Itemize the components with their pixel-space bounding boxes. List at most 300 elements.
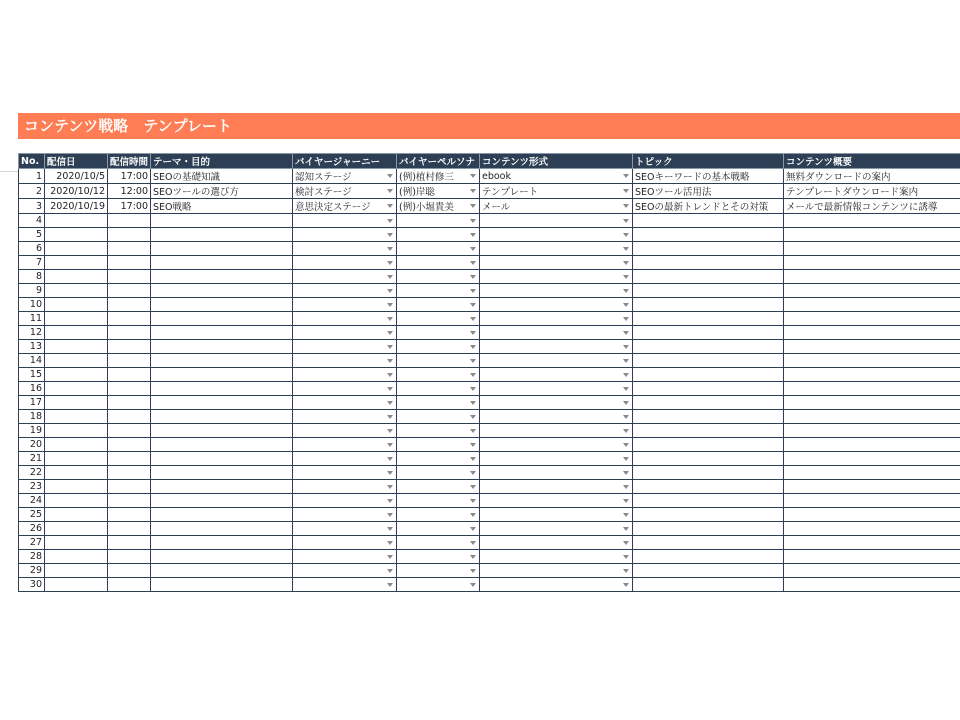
header-col-theme[interactable]: テーマ・目的 xyxy=(151,154,293,169)
row-number[interactable] xyxy=(19,228,45,242)
summary-cell[interactable] xyxy=(784,410,960,424)
summary-cell[interactable] xyxy=(784,354,960,368)
theme-cell[interactable] xyxy=(151,169,293,184)
persona-cell[interactable] xyxy=(397,396,480,410)
dropdown-arrow-icon[interactable] xyxy=(470,317,476,321)
summary-cell[interactable] xyxy=(784,214,960,228)
date-cell[interactable] xyxy=(45,578,108,592)
date-cell[interactable] xyxy=(45,452,108,466)
topic-cell[interactable] xyxy=(633,550,784,564)
dropdown-arrow-icon[interactable] xyxy=(623,174,629,178)
theme-cell[interactable] xyxy=(151,368,293,382)
time-cell[interactable] xyxy=(108,410,151,424)
header-col-topic[interactable]: トピック xyxy=(633,154,784,169)
date-cell[interactable] xyxy=(45,169,108,184)
row-number[interactable] xyxy=(19,312,45,326)
summary-cell[interactable] xyxy=(784,522,960,536)
header-col-format[interactable]: コンテンツ形式 xyxy=(480,154,633,169)
row-number[interactable] xyxy=(19,550,45,564)
journey-cell[interactable] xyxy=(293,494,397,508)
persona-cell[interactable] xyxy=(397,228,480,242)
summary-cell[interactable] xyxy=(784,480,960,494)
journey-cell[interactable] xyxy=(293,326,397,340)
dropdown-arrow-icon[interactable] xyxy=(387,233,393,237)
format-cell[interactable] xyxy=(480,508,633,522)
format-cell[interactable] xyxy=(480,522,633,536)
persona-cell[interactable] xyxy=(397,466,480,480)
dropdown-arrow-icon[interactable] xyxy=(470,513,476,517)
format-cell[interactable] xyxy=(480,550,633,564)
journey-cell[interactable] xyxy=(293,169,397,184)
dropdown-arrow-icon[interactable] xyxy=(623,219,629,223)
topic-cell[interactable] xyxy=(633,199,784,214)
dropdown-arrow-icon[interactable] xyxy=(387,583,393,587)
date-cell[interactable] xyxy=(45,184,108,199)
dropdown-arrow-icon[interactable] xyxy=(623,275,629,279)
dropdown-arrow-icon[interactable] xyxy=(470,261,476,265)
date-cell[interactable] xyxy=(45,424,108,438)
dropdown-arrow-icon[interactable] xyxy=(623,569,629,573)
date-cell[interactable] xyxy=(45,354,108,368)
time-cell[interactable] xyxy=(108,438,151,452)
journey-cell[interactable] xyxy=(293,564,397,578)
journey-cell[interactable] xyxy=(293,214,397,228)
format-cell[interactable] xyxy=(480,564,633,578)
dropdown-arrow-icon[interactable] xyxy=(623,359,629,363)
persona-cell[interactable] xyxy=(397,410,480,424)
topic-cell[interactable] xyxy=(633,480,784,494)
dropdown-arrow-icon[interactable] xyxy=(387,373,393,377)
persona-cell[interactable] xyxy=(397,184,480,199)
theme-cell[interactable] xyxy=(151,550,293,564)
time-cell[interactable] xyxy=(108,298,151,312)
summary-cell[interactable] xyxy=(784,256,960,270)
format-cell[interactable] xyxy=(480,284,633,298)
format-cell[interactable] xyxy=(480,340,633,354)
format-cell[interactable] xyxy=(480,184,633,199)
format-cell[interactable] xyxy=(480,214,633,228)
time-cell[interactable] xyxy=(108,228,151,242)
journey-cell[interactable] xyxy=(293,340,397,354)
dropdown-arrow-icon[interactable] xyxy=(470,443,476,447)
topic-cell[interactable] xyxy=(633,536,784,550)
format-cell[interactable] xyxy=(480,228,633,242)
persona-cell[interactable] xyxy=(397,214,480,228)
row-number[interactable] xyxy=(19,564,45,578)
journey-cell[interactable] xyxy=(293,550,397,564)
dropdown-arrow-icon[interactable] xyxy=(623,401,629,405)
theme-cell[interactable] xyxy=(151,396,293,410)
dropdown-arrow-icon[interactable] xyxy=(387,345,393,349)
summary-cell[interactable] xyxy=(784,199,960,214)
persona-cell[interactable] xyxy=(397,256,480,270)
summary-cell[interactable] xyxy=(784,284,960,298)
theme-cell[interactable] xyxy=(151,228,293,242)
dropdown-arrow-icon[interactable] xyxy=(623,429,629,433)
summary-cell[interactable] xyxy=(784,536,960,550)
dropdown-arrow-icon[interactable] xyxy=(470,204,476,208)
dropdown-arrow-icon[interactable] xyxy=(387,189,393,193)
topic-cell[interactable] xyxy=(633,298,784,312)
journey-cell[interactable] xyxy=(293,508,397,522)
format-cell[interactable] xyxy=(480,270,633,284)
persona-cell[interactable] xyxy=(397,354,480,368)
dropdown-arrow-icon[interactable] xyxy=(623,499,629,503)
dropdown-arrow-icon[interactable] xyxy=(470,569,476,573)
row-number[interactable] xyxy=(19,536,45,550)
dropdown-arrow-icon[interactable] xyxy=(387,261,393,265)
persona-cell[interactable] xyxy=(397,199,480,214)
row-number[interactable] xyxy=(19,242,45,256)
topic-cell[interactable] xyxy=(633,270,784,284)
dropdown-arrow-icon[interactable] xyxy=(470,583,476,587)
time-cell[interactable] xyxy=(108,550,151,564)
dropdown-arrow-icon[interactable] xyxy=(623,583,629,587)
dropdown-arrow-icon[interactable] xyxy=(623,345,629,349)
row-number[interactable] xyxy=(19,522,45,536)
dropdown-arrow-icon[interactable] xyxy=(387,471,393,475)
dropdown-arrow-icon[interactable] xyxy=(623,471,629,475)
theme-cell[interactable] xyxy=(151,312,293,326)
format-cell[interactable] xyxy=(480,536,633,550)
dropdown-arrow-icon[interactable] xyxy=(387,457,393,461)
dropdown-arrow-icon[interactable] xyxy=(623,233,629,237)
dropdown-arrow-icon[interactable] xyxy=(623,457,629,461)
topic-cell[interactable] xyxy=(633,508,784,522)
persona-cell[interactable] xyxy=(397,242,480,256)
topic-cell[interactable] xyxy=(633,438,784,452)
summary-cell[interactable] xyxy=(784,242,960,256)
row-number[interactable] xyxy=(19,284,45,298)
format-cell[interactable] xyxy=(480,396,633,410)
journey-cell[interactable] xyxy=(293,256,397,270)
date-cell[interactable] xyxy=(45,270,108,284)
topic-cell[interactable] xyxy=(633,284,784,298)
journey-cell[interactable] xyxy=(293,536,397,550)
theme-cell[interactable] xyxy=(151,564,293,578)
topic-cell[interactable] xyxy=(633,578,784,592)
topic-cell[interactable] xyxy=(633,312,784,326)
time-cell[interactable] xyxy=(108,214,151,228)
persona-cell[interactable] xyxy=(397,494,480,508)
dropdown-arrow-icon[interactable] xyxy=(387,513,393,517)
dropdown-arrow-icon[interactable] xyxy=(470,555,476,559)
dropdown-arrow-icon[interactable] xyxy=(387,303,393,307)
summary-cell[interactable] xyxy=(784,326,960,340)
summary-cell[interactable] xyxy=(784,564,960,578)
row-number[interactable] xyxy=(19,494,45,508)
theme-cell[interactable] xyxy=(151,340,293,354)
journey-cell[interactable] xyxy=(293,424,397,438)
dropdown-arrow-icon[interactable] xyxy=(623,204,629,208)
journey-cell[interactable] xyxy=(293,228,397,242)
format-cell[interactable] xyxy=(480,410,633,424)
format-cell[interactable] xyxy=(480,578,633,592)
row-number[interactable] xyxy=(19,424,45,438)
journey-cell[interactable] xyxy=(293,480,397,494)
dropdown-arrow-icon[interactable] xyxy=(470,289,476,293)
time-cell[interactable] xyxy=(108,424,151,438)
row-number[interactable] xyxy=(19,340,45,354)
format-cell[interactable] xyxy=(480,424,633,438)
theme-cell[interactable] xyxy=(151,354,293,368)
dropdown-arrow-icon[interactable] xyxy=(623,415,629,419)
dropdown-arrow-icon[interactable] xyxy=(470,303,476,307)
topic-cell[interactable] xyxy=(633,452,784,466)
format-cell[interactable] xyxy=(480,354,633,368)
theme-cell[interactable] xyxy=(151,199,293,214)
dropdown-arrow-icon[interactable] xyxy=(387,289,393,293)
header-col-summary[interactable]: コンテンツ概要 xyxy=(784,154,960,169)
dropdown-arrow-icon[interactable] xyxy=(470,359,476,363)
dropdown-arrow-icon[interactable] xyxy=(387,247,393,251)
format-cell[interactable] xyxy=(480,312,633,326)
topic-cell[interactable] xyxy=(633,564,784,578)
dropdown-arrow-icon[interactable] xyxy=(623,555,629,559)
journey-cell[interactable] xyxy=(293,199,397,214)
header-col-persona[interactable]: バイヤーペルソナ xyxy=(397,154,480,169)
dropdown-arrow-icon[interactable] xyxy=(623,189,629,193)
persona-cell[interactable] xyxy=(397,564,480,578)
theme-cell[interactable] xyxy=(151,578,293,592)
date-cell[interactable] xyxy=(45,508,108,522)
dropdown-arrow-icon[interactable] xyxy=(387,317,393,321)
format-cell[interactable] xyxy=(480,438,633,452)
date-cell[interactable] xyxy=(45,536,108,550)
topic-cell[interactable] xyxy=(633,396,784,410)
summary-cell[interactable] xyxy=(784,184,960,199)
theme-cell[interactable] xyxy=(151,382,293,396)
dropdown-arrow-icon[interactable] xyxy=(623,303,629,307)
dropdown-arrow-icon[interactable] xyxy=(387,429,393,433)
time-cell[interactable] xyxy=(108,169,151,184)
date-cell[interactable] xyxy=(45,284,108,298)
summary-cell[interactable] xyxy=(784,169,960,184)
row-number[interactable] xyxy=(19,410,45,424)
row-number[interactable] xyxy=(19,466,45,480)
topic-cell[interactable] xyxy=(633,522,784,536)
theme-cell[interactable] xyxy=(151,242,293,256)
persona-cell[interactable] xyxy=(397,578,480,592)
date-cell[interactable] xyxy=(45,298,108,312)
date-cell[interactable] xyxy=(45,242,108,256)
time-cell[interactable] xyxy=(108,480,151,494)
dropdown-arrow-icon[interactable] xyxy=(387,527,393,531)
theme-cell[interactable] xyxy=(151,508,293,522)
theme-cell[interactable] xyxy=(151,438,293,452)
persona-cell[interactable] xyxy=(397,368,480,382)
row-number[interactable] xyxy=(19,396,45,410)
header-col-date[interactable]: 配信日 xyxy=(45,154,108,169)
time-cell[interactable] xyxy=(108,382,151,396)
summary-cell[interactable] xyxy=(784,340,960,354)
dropdown-arrow-icon[interactable] xyxy=(623,513,629,517)
journey-cell[interactable] xyxy=(293,368,397,382)
format-cell[interactable] xyxy=(480,256,633,270)
topic-cell[interactable] xyxy=(633,184,784,199)
dropdown-arrow-icon[interactable] xyxy=(387,555,393,559)
date-cell[interactable] xyxy=(45,256,108,270)
persona-cell[interactable] xyxy=(397,508,480,522)
persona-cell[interactable] xyxy=(397,169,480,184)
time-cell[interactable] xyxy=(108,340,151,354)
dropdown-arrow-icon[interactable] xyxy=(470,541,476,545)
summary-cell[interactable] xyxy=(784,578,960,592)
dropdown-arrow-icon[interactable] xyxy=(623,527,629,531)
summary-cell[interactable] xyxy=(784,494,960,508)
theme-cell[interactable] xyxy=(151,424,293,438)
summary-cell[interactable] xyxy=(784,452,960,466)
journey-cell[interactable] xyxy=(293,452,397,466)
row-number[interactable] xyxy=(19,578,45,592)
journey-cell[interactable] xyxy=(293,312,397,326)
date-cell[interactable] xyxy=(45,494,108,508)
dropdown-arrow-icon[interactable] xyxy=(387,331,393,335)
theme-cell[interactable] xyxy=(151,480,293,494)
topic-cell[interactable] xyxy=(633,169,784,184)
summary-cell[interactable] xyxy=(784,298,960,312)
header-col-time[interactable]: 配信時間 xyxy=(108,154,151,169)
summary-cell[interactable] xyxy=(784,396,960,410)
summary-cell[interactable] xyxy=(784,424,960,438)
journey-cell[interactable] xyxy=(293,242,397,256)
time-cell[interactable] xyxy=(108,396,151,410)
topic-cell[interactable] xyxy=(633,466,784,480)
dropdown-arrow-icon[interactable] xyxy=(470,429,476,433)
dropdown-arrow-icon[interactable] xyxy=(623,289,629,293)
dropdown-arrow-icon[interactable] xyxy=(387,204,393,208)
journey-cell[interactable] xyxy=(293,396,397,410)
time-cell[interactable] xyxy=(108,564,151,578)
time-cell[interactable] xyxy=(108,522,151,536)
topic-cell[interactable] xyxy=(633,424,784,438)
persona-cell[interactable] xyxy=(397,536,480,550)
dropdown-arrow-icon[interactable] xyxy=(387,443,393,447)
row-number[interactable] xyxy=(19,270,45,284)
dropdown-arrow-icon[interactable] xyxy=(470,485,476,489)
date-cell[interactable] xyxy=(45,480,108,494)
topic-cell[interactable] xyxy=(633,214,784,228)
date-cell[interactable] xyxy=(45,550,108,564)
theme-cell[interactable] xyxy=(151,270,293,284)
row-number[interactable] xyxy=(19,256,45,270)
row-number[interactable] xyxy=(19,452,45,466)
theme-cell[interactable] xyxy=(151,284,293,298)
dropdown-arrow-icon[interactable] xyxy=(470,219,476,223)
theme-cell[interactable] xyxy=(151,466,293,480)
time-cell[interactable] xyxy=(108,466,151,480)
persona-cell[interactable] xyxy=(397,480,480,494)
theme-cell[interactable] xyxy=(151,214,293,228)
date-cell[interactable] xyxy=(45,564,108,578)
dropdown-arrow-icon[interactable] xyxy=(470,387,476,391)
date-cell[interactable] xyxy=(45,522,108,536)
journey-cell[interactable] xyxy=(293,270,397,284)
time-cell[interactable] xyxy=(108,536,151,550)
dropdown-arrow-icon[interactable] xyxy=(623,387,629,391)
journey-cell[interactable] xyxy=(293,466,397,480)
summary-cell[interactable] xyxy=(784,550,960,564)
topic-cell[interactable] xyxy=(633,354,784,368)
dropdown-arrow-icon[interactable] xyxy=(387,415,393,419)
date-cell[interactable] xyxy=(45,368,108,382)
dropdown-arrow-icon[interactable] xyxy=(470,189,476,193)
theme-cell[interactable] xyxy=(151,452,293,466)
time-cell[interactable] xyxy=(108,312,151,326)
date-cell[interactable] xyxy=(45,340,108,354)
dropdown-arrow-icon[interactable] xyxy=(387,569,393,573)
time-cell[interactable] xyxy=(108,326,151,340)
theme-cell[interactable] xyxy=(151,494,293,508)
summary-cell[interactable] xyxy=(784,508,960,522)
time-cell[interactable] xyxy=(108,368,151,382)
dropdown-arrow-icon[interactable] xyxy=(470,275,476,279)
topic-cell[interactable] xyxy=(633,340,784,354)
time-cell[interactable] xyxy=(108,494,151,508)
dropdown-arrow-icon[interactable] xyxy=(387,485,393,489)
row-number[interactable] xyxy=(19,508,45,522)
persona-cell[interactable] xyxy=(397,340,480,354)
time-cell[interactable] xyxy=(108,508,151,522)
date-cell[interactable] xyxy=(45,382,108,396)
summary-cell[interactable] xyxy=(784,312,960,326)
date-cell[interactable] xyxy=(45,466,108,480)
row-number[interactable] xyxy=(19,298,45,312)
theme-cell[interactable] xyxy=(151,184,293,199)
journey-cell[interactable] xyxy=(293,298,397,312)
theme-cell[interactable] xyxy=(151,326,293,340)
row-number[interactable] xyxy=(19,438,45,452)
dropdown-arrow-icon[interactable] xyxy=(470,415,476,419)
summary-cell[interactable] xyxy=(784,466,960,480)
journey-cell[interactable] xyxy=(293,284,397,298)
format-cell[interactable] xyxy=(480,326,633,340)
date-cell[interactable] xyxy=(45,438,108,452)
topic-cell[interactable] xyxy=(633,242,784,256)
dropdown-arrow-icon[interactable] xyxy=(387,387,393,391)
row-number[interactable] xyxy=(19,169,45,184)
dropdown-arrow-icon[interactable] xyxy=(387,174,393,178)
time-cell[interactable] xyxy=(108,354,151,368)
dropdown-arrow-icon[interactable] xyxy=(623,541,629,545)
row-number[interactable] xyxy=(19,368,45,382)
row-number[interactable] xyxy=(19,326,45,340)
row-number[interactable] xyxy=(19,382,45,396)
topic-cell[interactable] xyxy=(633,228,784,242)
topic-cell[interactable] xyxy=(633,382,784,396)
dropdown-arrow-icon[interactable] xyxy=(470,401,476,405)
dropdown-arrow-icon[interactable] xyxy=(623,485,629,489)
date-cell[interactable] xyxy=(45,326,108,340)
date-cell[interactable] xyxy=(45,228,108,242)
theme-cell[interactable] xyxy=(151,298,293,312)
date-cell[interactable] xyxy=(45,199,108,214)
journey-cell[interactable] xyxy=(293,410,397,424)
dropdown-arrow-icon[interactable] xyxy=(470,471,476,475)
persona-cell[interactable] xyxy=(397,284,480,298)
journey-cell[interactable] xyxy=(293,578,397,592)
dropdown-arrow-icon[interactable] xyxy=(623,443,629,447)
dropdown-arrow-icon[interactable] xyxy=(470,373,476,377)
dropdown-arrow-icon[interactable] xyxy=(470,527,476,531)
summary-cell[interactable] xyxy=(784,228,960,242)
journey-cell[interactable] xyxy=(293,382,397,396)
format-cell[interactable] xyxy=(480,382,633,396)
time-cell[interactable] xyxy=(108,578,151,592)
dropdown-arrow-icon[interactable] xyxy=(387,401,393,405)
dropdown-arrow-icon[interactable] xyxy=(470,233,476,237)
header-col-journey[interactable]: バイヤージャーニー xyxy=(293,154,397,169)
